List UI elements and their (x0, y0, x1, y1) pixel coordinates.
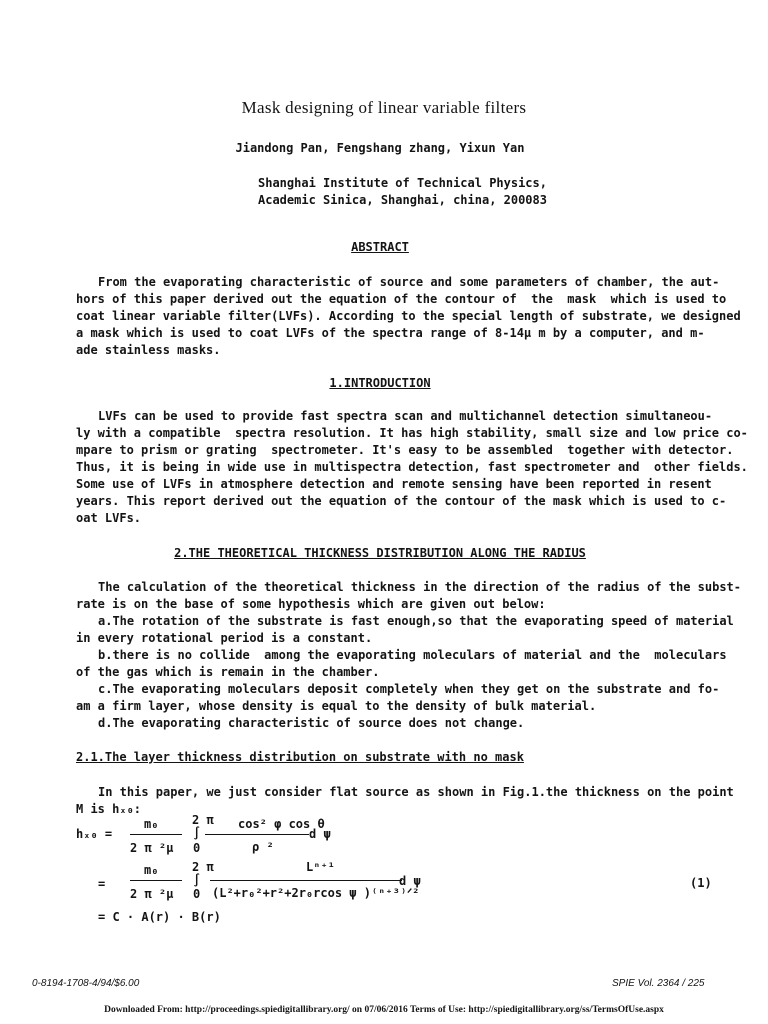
integral-sign: ∫ (193, 826, 201, 840)
abstract-line: From the evaporating characteristic of source and some parameters of chamber, the aut- (98, 275, 720, 289)
integral-upper-limit: 2 π (192, 813, 214, 827)
abstract-line: hors of this paper derived out the equation of the contour of the mask which is used to (76, 292, 727, 306)
abstract-line: ade stainless masks. (76, 343, 221, 357)
abstract-heading: ABSTRACT (351, 240, 409, 254)
integral-lower-limit: 0 (193, 887, 201, 901)
section2-line: am a firm layer, whose density is equal to the density of bulk material. (76, 699, 597, 713)
introduction-heading: 1.INTRODUCTION (329, 376, 431, 390)
intro-line: Some use of LVFs in atmosphere detection and remote sensing have been reported in resent (76, 477, 712, 491)
section21-line: In this paper, we just consider flat source as shown in Fig.1.the thickness on the point (98, 785, 734, 799)
fraction-bar (205, 834, 309, 835)
equation-denominator: 2 π ²μ (130, 841, 174, 855)
section2-line: a.The rotation of the substrate is fast enough,so that the evaporating speed of material (98, 614, 734, 628)
footer-volume: SPIE Vol. 2364 / 225 (612, 978, 705, 989)
intro-line: Thus, it is being in wide use in multispectra detection, fast spectrometer and other fields. (76, 460, 748, 474)
intro-line: LVFs can be used to provide fast spectra scan and multichannel detection simultaneou- (98, 409, 713, 423)
section2-line: d.The evaporating characteristic of source does not change. (98, 716, 525, 730)
abstract-line: a mask which is used to coat LVFs of the spectra range of 8-14μ m by a computer, and m- (76, 326, 705, 340)
differential-1: d ψ (309, 827, 331, 841)
section2-line: b.there is no collide among the evaporating moleculars of material and the moleculars (98, 648, 727, 662)
intro-line: mpare to prism or grating spectrometer. It's easy to be assembled together with detector. (76, 443, 734, 457)
section21-line: M is hₓ₀: (76, 802, 142, 816)
section21-heading: 2.1.The layer thickness distribution on substrate with no mask (76, 750, 524, 764)
section2-line: rate is on the base of some hypothesis which are given out below: (76, 597, 546, 611)
integral-sign: ∫ (193, 873, 201, 887)
section21-body (76, 784, 734, 818)
download-notice: Downloaded From: http://proceedings.spiedigitallibrary.org/ on 07/06/2016 Terms of Use: http://spiedigitallibrary.org/ss/TermsOfUse.aspx (104, 1005, 664, 1015)
integral-upper-limit: 2 π (192, 860, 214, 874)
differential-2: d ψ (399, 874, 421, 888)
section2-line: The calculation of the theoretical thickness in the direction of the radius of the subst- (98, 580, 741, 594)
fraction-bar (130, 834, 182, 835)
section2-body (76, 579, 741, 732)
numerator-2: Lⁿ⁺¹ (306, 860, 335, 874)
introduction-body (76, 408, 748, 527)
abstract-line: coat linear variable filter(LVFs). According to the special length of substrate, we designed (76, 309, 741, 323)
section2-line: in every rotational period is a constant. (76, 631, 373, 645)
equation-denominator: 2 π ²μ (130, 887, 174, 901)
paper-authors: Jiandong Pan, Fengshang zhang, Yixun Yan (235, 141, 525, 155)
equation-m0: m₀ (144, 817, 159, 831)
section2-heading: 2.THE THEORETICAL THICKNESS DISTRIBUTION ALONG THE RADIUS (174, 546, 586, 560)
integral-lower-limit: 0 (193, 841, 201, 855)
equation-equals: = (98, 877, 106, 891)
fraction-bar (210, 880, 402, 881)
equation-line-3: = C · A(r) · B(r) (98, 910, 221, 924)
equation-lhs: hₓ₀ = (76, 827, 113, 841)
section2-line: c.The evaporating moleculars deposit completely when they get on the substrate and fo- (98, 682, 720, 696)
affiliation-line-2: Academic Sinica, Shanghai, china, 200083 (258, 193, 547, 207)
intro-line: oat LVFs. (76, 511, 142, 525)
equation-m0: m₀ (144, 863, 159, 877)
affiliation-line-1: Shanghai Institute of Technical Physics, (258, 176, 547, 190)
section2-line: of the gas which is remain in the chamber. (76, 665, 380, 679)
denominator-1: ρ ² (252, 840, 274, 854)
paper-title: Mask designing of linear variable filters (241, 98, 527, 117)
denominator-2: (L²+r₀²+r²+2r₀rcos ψ )⁽ⁿ⁺³⁾ᐟ² (212, 886, 420, 900)
fraction-bar (130, 880, 182, 881)
numerator-1: cos² φ cos θ (238, 817, 325, 831)
equation-number: (1) (690, 876, 712, 890)
intro-line: ly with a compatible spectra resolution. It has high stability, small size and low price co- (76, 426, 748, 440)
abstract-body (76, 274, 741, 359)
intro-line: years. This report derived out the equation of the contour of the mask which is used to c- (76, 494, 727, 508)
footer-isbn: 0-8194-1708-4/94/$6.00 (32, 978, 140, 989)
